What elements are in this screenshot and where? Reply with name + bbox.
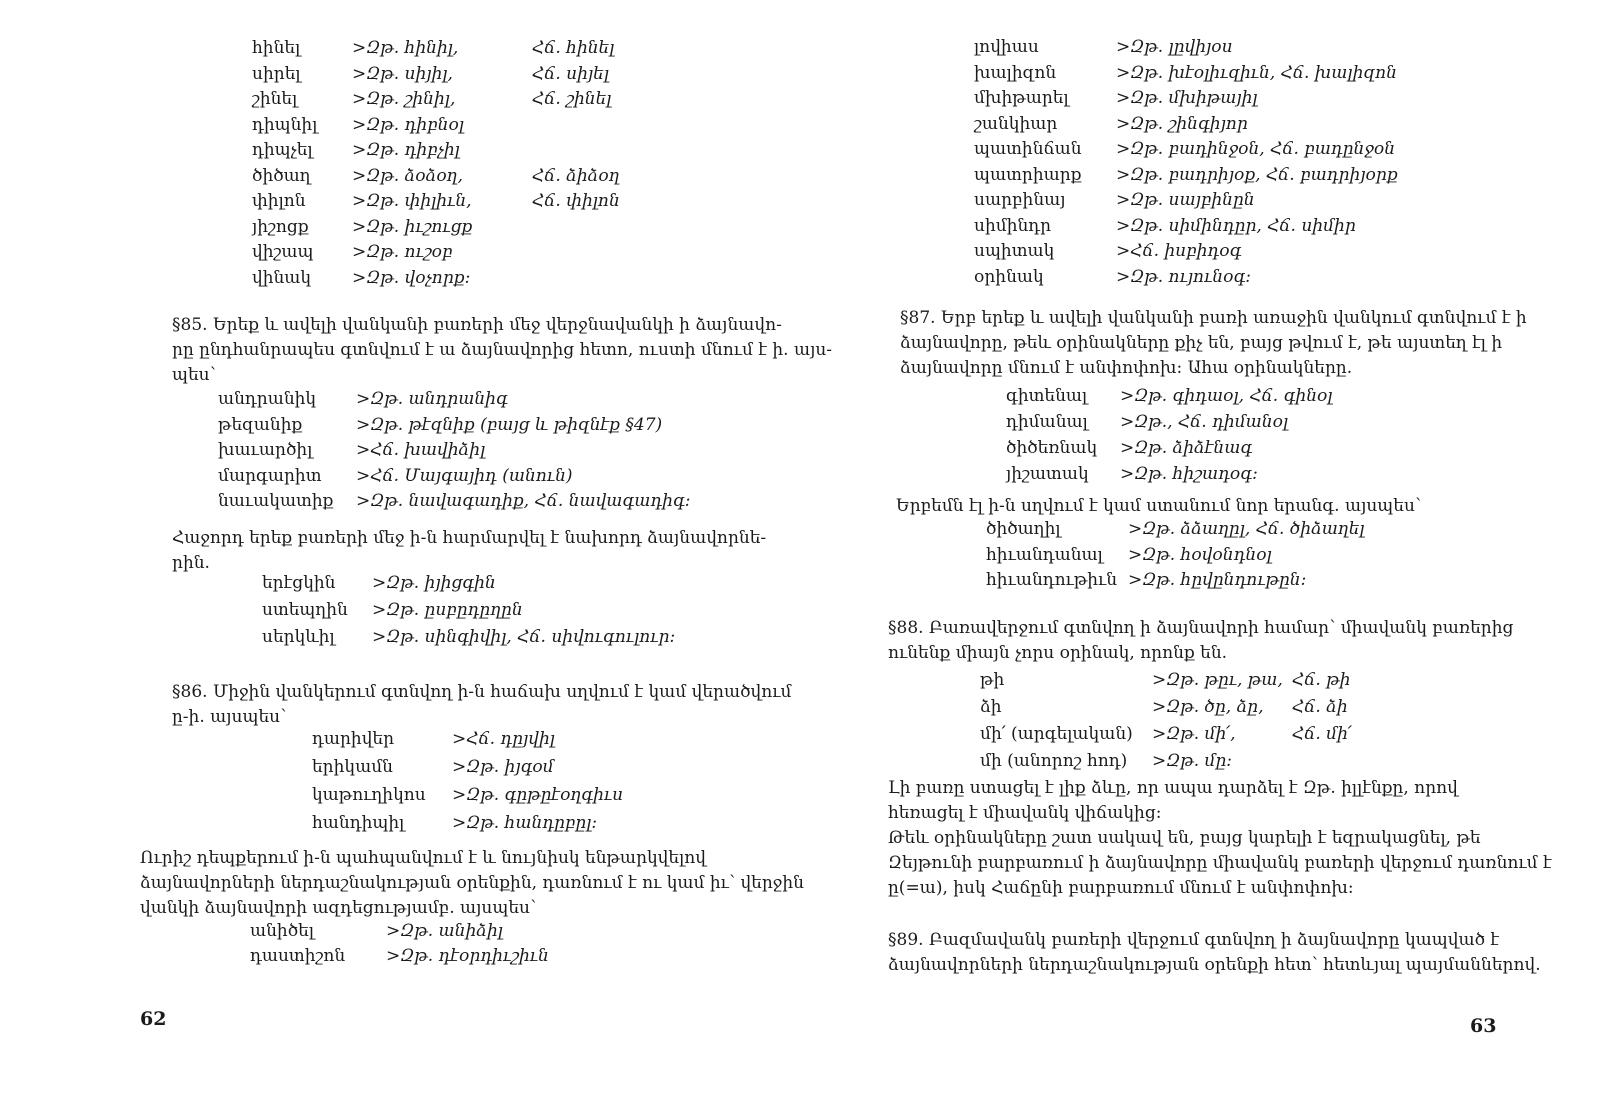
dialect-form-secondary: Հճ. թի [1292,670,1351,690]
dialect-form: >Զթ. սիյիլ, [352,63,453,84]
dialect-form: >Զթ. ուշօբ [352,242,453,262]
headword: սարբինայ [974,190,1066,210]
dialect-form: >Զթ. բադրիյօք, Հճ. բադրիյօրք [1116,164,1398,185]
paragraph-88 [888,616,1513,666]
headword: նաւակատիք [218,491,334,511]
dialect-form: >Զթ. խէօլիւզիւն, Հճ. խալիզոն [1116,62,1397,83]
headword: ստեպղին [262,600,348,620]
paragraph-85 [172,313,833,388]
dialect-form: >Զթ. լըվիյօս [1116,37,1233,57]
headword: սիմինդր [974,215,1052,236]
text-line: Ուրիշ դեպքերում ի-ն պահպանվում է և նույնիսկ ենթարկվելով [140,848,706,868]
headword: դիպչել [252,140,313,160]
headword: սպիտակ [974,241,1055,261]
dialect-form: >Զթ. դէօրդիւշիւն [386,946,549,966]
dialect-form-secondary: Հճ. ձիձօղ [532,165,620,186]
text-line: վանկի ձայնավորի ազդեցությամբ. այսպես՝ [140,898,537,918]
headword: սերկևիլ [262,627,335,647]
dialect-form: >Զթ. դիբնօլ [352,114,464,135]
headword: յիշոցք [252,216,309,237]
dialect-form: >Զթ. ձձաղըլ, Հճ. ծիձաղել [1128,519,1365,539]
text-line: §86. Միջին վանկերում գտնվող ի-ն հաճախ սղվում է կամ վերածվում [172,682,792,702]
dialect-form: >Զթ. հանդըբըլ: [452,813,598,833]
page-number: 62 [140,1008,167,1030]
headword: լովիաս [974,37,1039,57]
headword: ծիծեռնակ [1006,438,1098,458]
text-line: §88. Բառավերջում գտնվող ի ձայնավորի համար՝ միավանկ բառերից [888,618,1514,638]
dialect-form: >Զթ. նավագադիք, Հճ. նավագադիգ: [356,491,691,511]
headword: պատինճան [974,139,1082,159]
dialect-form: >Զթ. փիլիւն, [352,191,472,211]
dialect-form: >Զթ. ըսբըդըղըն [372,600,523,620]
paragraph-89 [888,928,1541,978]
headword: թի [980,670,1005,690]
text-line: րը ընդհանրապես գտնվում է ա ձայնավորից հետո, ուստի մնում է ի. այս- [172,340,833,360]
dialect-form: >Զթ. բադինջօն, Հճ. բադընջօն [1116,139,1396,159]
text-line: ձայնավորների ներդաշնակության օրենքին, դառնում է ու կամ իւ՝ վերջին [140,873,804,893]
text-line: §85. Երեք և ավելի վանկանի բառերի մեջ վերջնավանկի ի ձայնավո- [172,315,782,335]
dialect-form: >Զթ. շինիլ, [352,89,456,109]
text-line: Թեև օրինակները շատ սակավ են, բայց կարելի է եզրակացնել, թե [888,828,1481,848]
headword: երիկամն [312,757,393,777]
dialect-form: >Զթ. վօչորք: [352,267,471,288]
headword: պատրիարք [974,164,1082,185]
headword: յիշատակ [1006,464,1089,484]
headword: թեզանիք [218,414,303,435]
text-line: պես՝ [172,365,216,385]
headword: խաւարծիլ [218,440,313,460]
headword: կաթուղիկոս [312,785,426,805]
headword: դաստիշոն [250,946,346,966]
headword: մի (անորոշ հոդ) [980,751,1128,771]
headword: հինել [252,38,301,58]
dialect-form: >Զթ. անդրանիգ [356,389,508,409]
headword: հանդիպիլ [312,813,405,833]
dialect-form: >Հճ. Մայգայիդ (անուն) [356,465,573,486]
dialect-form-secondary: Հճ. մի՛ [1292,724,1352,744]
headword: վինակ [252,267,312,288]
text-line: հեռացել է միավանկ վիճակից: [888,803,1162,823]
dialect-form: >Զթ. իյիցգին [372,573,496,593]
dialect-form: >Զթ. գըթըէօղգիւս [452,785,624,805]
headword: օրինակ [974,266,1044,287]
dialect-form: >Զթ. ծը, ձը, [1152,697,1264,717]
dialect-form: >Զթ. շինգիյոր [1116,113,1248,134]
headword: դիպնիլ [252,114,318,135]
dialect-form: >Զթ. հըվընդութըն: [1128,570,1307,590]
dialect-form: >Զթ. հօվօնդնօլ [1128,544,1272,565]
paragraph-88-continued [888,776,1552,901]
dialect-form: >Հճ. իսբիդօգ [1116,241,1242,261]
dialect-form: >Զթ. իւշուցք [352,216,473,237]
dialect-form: >Զթ. ձիձէնագ [1120,438,1253,458]
headword: դիմանալ [1006,412,1088,432]
text-line: ձայնավորը, թեև օրինակները քիչ են, բայց թվում է, թե այստեղ էլ ի [900,333,1503,353]
dialect-form: >Զթ. թէզնիք (բայց և թիզնէք §47) [356,414,663,435]
dialect-form: >Զթ. սիմինդըր, Հճ. սիմիր [1116,215,1356,236]
text-line: §89. Բազմավանկ բառերի վերջում գտնվող ի ձայնավորը կապված է [888,930,1500,950]
text-line: Լի բառը ստացել է լիք ձևը, որ ապա դարձել է Զթ. իլլէնքը, որով [888,778,1458,798]
dialect-form: >Զթ. մը: [1152,751,1233,771]
dialect-form: >Զթ. սայբինըն [1116,190,1255,210]
headword: գիտենալ [1006,386,1088,406]
text-line: ձայնավորը մնում է անփոփոխ: Ահա օրինակները. [900,358,1353,378]
dialect-form: >Զթ. ույունօգ: [1116,266,1252,287]
dialect-form-secondary: Հճ. փիլոն [532,191,620,211]
right-page [800,0,1601,1114]
headword: սիրել [252,63,301,84]
dialect-form: >Զթ. անիձիլ [386,921,503,941]
headword: մի՛ (արգելական) [980,724,1133,744]
headword: մարգարիտ [218,465,322,486]
headword: փիլոն [252,191,306,211]
page-number: 63 [1470,1015,1497,1037]
dialect-form: >Զթ. իյգօմ [452,757,554,777]
headword: հիւանդութիւն [986,570,1118,590]
dialect-form: >Հճ. խավիձիլ [356,440,486,460]
text-line: րին. [172,553,210,573]
headword: շանկիար [974,113,1058,134]
dialect-form: >Զթ. ձօձօղ, [352,165,463,186]
dialect-form: >Զթ. դիբչիլ [352,140,460,160]
dialect-form: >Զթ. հիշադօգ: [1120,464,1258,484]
text-line: ը-ի. այսպես՝ [172,707,287,727]
headword: անդրանիկ [218,389,317,409]
paragraph-87 [900,306,1527,381]
dialect-form: >Զթ. գիդաօլ, Հճ. գինօլ [1120,386,1333,406]
dialect-form-secondary: Հճ. սիյել [532,63,609,84]
headword: անիծել [250,921,315,941]
dialect-form: >Զթ., Հճ. դիմանօլ [1120,412,1289,432]
paragraph-86-continued [140,846,804,921]
text-line: Հաջորդ երեք բառերի մեջ ի-ն հարմարվել է նախորդ ձայնավորնե- [172,528,767,548]
dialect-form: >Զթ. մի՛, [1152,724,1236,744]
headword: վիշապ [252,242,314,262]
headword: դարիվեր [312,729,395,749]
dialect-form-secondary: Հճ. շինել [532,89,612,109]
headword: ծիծաղիլ [986,519,1061,539]
dialect-form: >Զթ. թըւ, թա, [1152,670,1283,690]
headword: խալիզոն [974,62,1057,83]
text-line: ը(=ա), իսկ Հաճընի բարբառում մնում է անփոփոխ: [888,878,1354,898]
headword: շինել [252,89,298,109]
dialect-form: >Զթ. սինգիվիլ, Հճ. սիվուգուլուր: [372,627,676,647]
headword: ձի [980,697,1002,717]
text-line: §87. Երբ երեք և ավելի վանկանի բառի առաջին վանկում գտնվում է ի [900,308,1527,328]
headword: մխիթարել [974,88,1069,108]
dialect-form: >Հճ. դըյվիլ [452,729,555,749]
headword: երէցկին [262,573,336,593]
dialect-form: >Զթ. հինիլ, [352,38,459,58]
headword: հիւանդանալ [986,544,1103,565]
text-line: Զեյթունի բարբառում ի ձայնավորը միավանկ բառերի վերջում դառնում է [888,853,1552,873]
dialect-form: >Զթ. մխիթայիլ [1116,88,1258,108]
dialect-form-secondary: Հճ. ձի [1292,697,1348,717]
paragraph-87-continued: Երբեմն էլ ի-ն սղվում է կամ ստանում նոր երանգ. այսպես՝ [896,496,1422,516]
paragraph-86 [172,680,791,730]
dialect-form-secondary: Հճ. հինել [532,38,615,58]
paragraph-85-continued [172,526,766,576]
text-line: ունենք միայն չորս օրինակ, որոնք են. [888,643,1228,663]
headword: ծիծաղ [252,165,311,186]
text-line: ձայնավորների ներդաշնակության օրենքի հետ՝ հետևյալ պայմաններով. [888,955,1541,975]
